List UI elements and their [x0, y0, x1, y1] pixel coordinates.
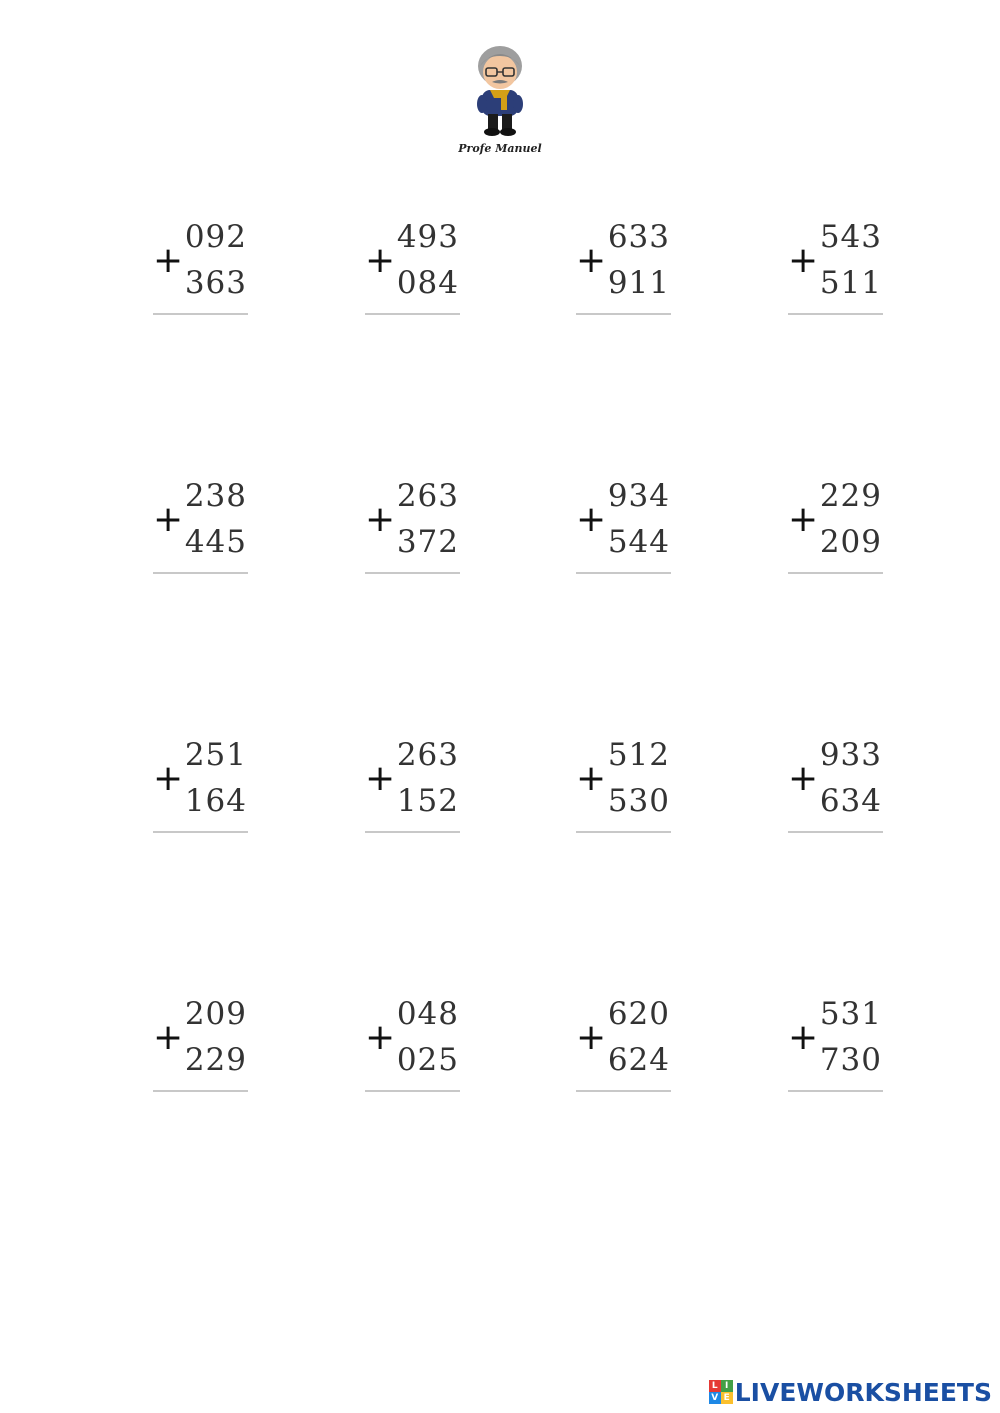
- addition-problem: [576, 200, 672, 301]
- plus-sign: +: [365, 240, 396, 281]
- addend-top: 238: [184, 478, 247, 514]
- addend-top: 092: [184, 219, 247, 255]
- plus-sign: +: [576, 240, 607, 281]
- plus-sign: +: [153, 499, 184, 540]
- addition-problem: [788, 459, 884, 560]
- addition-problem: [153, 200, 249, 301]
- sum-line: [576, 572, 671, 574]
- liveworksheets-brand: [709, 1377, 992, 1407]
- addend-bottom: 084: [396, 265, 459, 301]
- addend-top: 934: [607, 478, 670, 514]
- addition-problem: [365, 200, 461, 301]
- sum-line: [788, 572, 883, 574]
- plus-sign: +: [788, 758, 819, 799]
- liveworksheets-logo-icon: [709, 1380, 733, 1404]
- sum-line: [365, 313, 460, 315]
- sum-line: [576, 1090, 671, 1092]
- addend-bottom: 730: [819, 1042, 882, 1078]
- addend-bottom: 363: [184, 265, 247, 301]
- addend-top: 531: [819, 996, 882, 1032]
- logo-caption: Profe Manuel: [458, 142, 542, 155]
- brand-name: LIVEWORKSHEETS: [734, 1377, 992, 1407]
- sum-line: [365, 831, 460, 833]
- addition-problem: [153, 977, 249, 1078]
- addend-bottom: 229: [184, 1042, 247, 1078]
- addend-top: 543: [819, 219, 882, 255]
- sum-line: [576, 831, 671, 833]
- addend-bottom: 445: [184, 524, 247, 560]
- addend-top: 048: [396, 996, 459, 1032]
- addend-bottom: 209: [819, 524, 882, 560]
- brand-icon-tile: I: [721, 1380, 733, 1392]
- brand-icon-tile: L: [709, 1380, 721, 1392]
- addition-problem: [788, 977, 884, 1078]
- addend-top: 229: [819, 478, 882, 514]
- sum-line: [576, 313, 671, 315]
- sum-line: [365, 1090, 460, 1092]
- addend-top: 933: [819, 737, 882, 773]
- addend-top: 512: [607, 737, 670, 773]
- addition-problem: [576, 718, 672, 819]
- addition-problem: [788, 718, 884, 819]
- addend-bottom: 152: [396, 783, 459, 819]
- plus-sign: +: [576, 499, 607, 540]
- addition-problem: [153, 718, 249, 819]
- addend-top: 620: [607, 996, 670, 1032]
- plus-sign: +: [153, 758, 184, 799]
- sum-line: [153, 313, 248, 315]
- addend-bottom: 624: [607, 1042, 670, 1078]
- brand-icon-tile: E: [721, 1392, 733, 1404]
- plus-sign: +: [153, 240, 184, 281]
- sum-line: [153, 831, 248, 833]
- addend-bottom: 511: [819, 265, 882, 301]
- addend-bottom: 025: [396, 1042, 459, 1078]
- plus-sign: +: [576, 758, 607, 799]
- addition-problem: [788, 200, 884, 301]
- addend-bottom: 911: [607, 265, 670, 301]
- plus-sign: +: [788, 499, 819, 540]
- addend-bottom: 544: [607, 524, 670, 560]
- sum-line: [153, 1090, 248, 1092]
- plus-sign: +: [576, 1017, 607, 1058]
- addend-top: 263: [396, 478, 459, 514]
- plus-sign: +: [788, 1017, 819, 1058]
- addition-problem: [576, 977, 672, 1078]
- addition-problem: [365, 977, 461, 1078]
- addition-problem: [365, 718, 461, 819]
- sum-line: [153, 572, 248, 574]
- addend-top: 493: [396, 219, 459, 255]
- addend-top: 263: [396, 737, 459, 773]
- addition-problem: [576, 459, 672, 560]
- sum-line: [365, 572, 460, 574]
- sum-line: [788, 313, 883, 315]
- brand-icon-tile: V: [709, 1392, 721, 1404]
- addend-bottom: 634: [819, 783, 882, 819]
- addition-problem: [365, 459, 461, 560]
- plus-sign: +: [365, 499, 396, 540]
- sum-line: [788, 1090, 883, 1092]
- addend-bottom: 530: [607, 783, 670, 819]
- plus-sign: +: [365, 1017, 396, 1058]
- sum-line: [788, 831, 883, 833]
- plus-sign: +: [365, 758, 396, 799]
- addend-top: 633: [607, 219, 670, 255]
- addend-bottom: 164: [184, 783, 247, 819]
- addend-top: 209: [184, 996, 247, 1032]
- addend-bottom: 372: [396, 524, 459, 560]
- plus-sign: +: [153, 1017, 184, 1058]
- addend-top: 251: [184, 737, 247, 773]
- plus-sign: +: [788, 240, 819, 281]
- addition-problem: [153, 459, 249, 560]
